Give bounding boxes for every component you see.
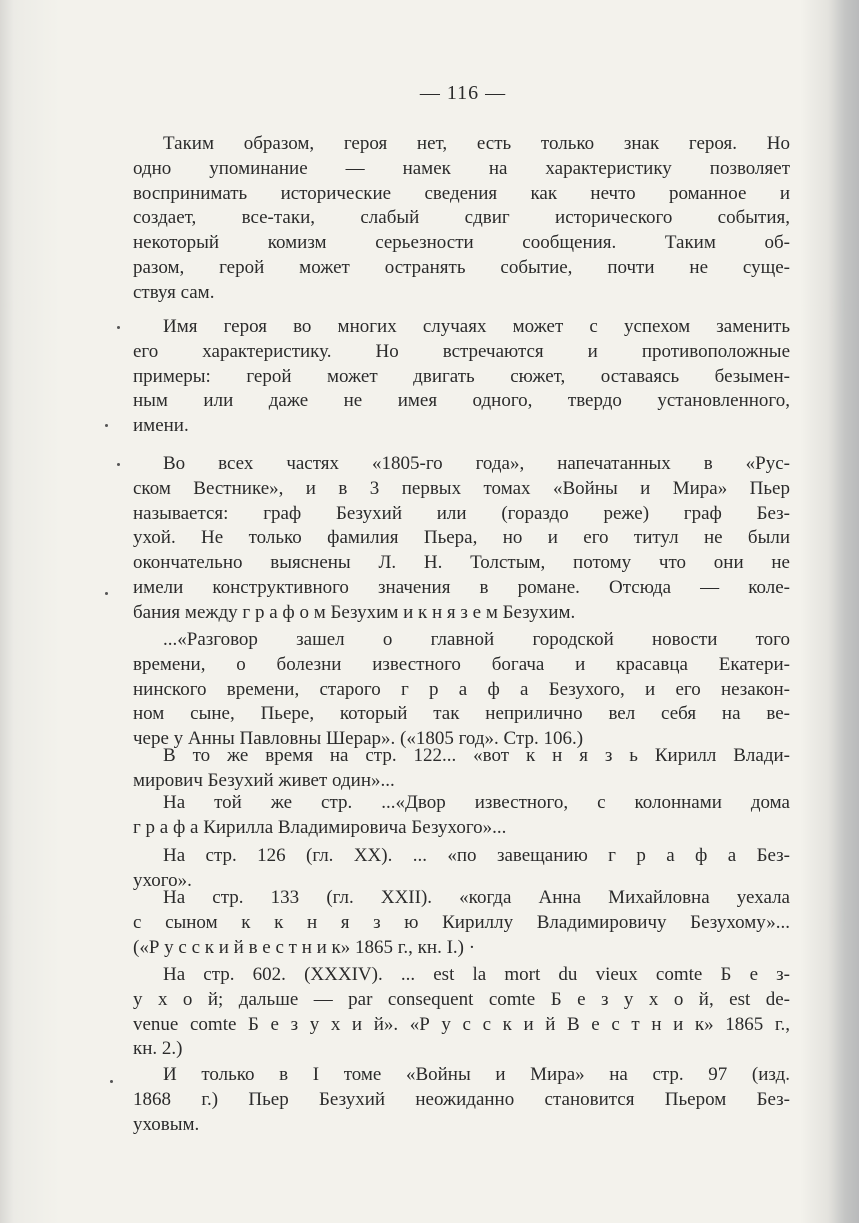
paragraph xyxy=(133,963,790,1062)
text-line: времени, о болезни известного богача и красавца Екатери- xyxy=(133,653,790,675)
text-line: ухого». xyxy=(133,869,192,891)
text-line: На стр. 133 (гл. XXII). «когда Анна Михайловна уехала xyxy=(163,887,790,908)
text-line: ным или даже не имея одного, твердо установленного, xyxy=(133,390,790,412)
text-line: создает, все-таки, слабый сдвиг исторического события, xyxy=(133,207,790,229)
text-line: окончательно выяснены Л. Н. Толстым, потому что они не xyxy=(133,552,790,574)
paragraph xyxy=(133,791,790,841)
margin-mark xyxy=(117,463,120,466)
text-line: venue comte Б е з у х и й». «Р у с с к и й В е с т н и к» 1865 г., xyxy=(133,1013,790,1035)
text-line: ствуя сам. xyxy=(133,281,215,303)
text-line: бания между г р а ф о м Безухим и к н я з е м Безухим. xyxy=(133,601,576,623)
text-line: примеры: герой может двигать сюжет, оставаясь безымен- xyxy=(133,365,790,387)
paragraph xyxy=(133,132,790,306)
text-line: г р а ф а Кирилла Владимировича Безухого»... xyxy=(133,816,507,838)
text-line: воспринимать исторические сведения как нечто романное и xyxy=(133,182,790,204)
text-line: На стр. 126 (гл. XX). ... «по завещанию г р а ф а Без- xyxy=(163,845,790,866)
margin-mark xyxy=(117,326,120,329)
text-line: чере у Анны Павловны Шерар». («1805 год». Стр. 106.) xyxy=(133,728,584,750)
text-line: («Р у с с к и й в е с т н и к» 1865 г., кн. I.) · xyxy=(133,936,476,958)
paragraph xyxy=(133,886,790,960)
text-line: ...«Разговор зашел о главной городской новости того xyxy=(163,629,790,650)
text-line: уховым. xyxy=(133,1113,200,1135)
paragraph xyxy=(133,1063,790,1137)
paragraph xyxy=(133,452,790,626)
page-number: — 116 — xyxy=(419,82,507,104)
paragraph xyxy=(133,315,790,439)
paragraph xyxy=(133,628,790,752)
margin-mark xyxy=(105,424,108,427)
paragraph xyxy=(133,744,790,794)
text-line: кн. 2.) xyxy=(133,1038,183,1060)
text-line: нинского времени, старого г р а ф а Безухого, и его незакон- xyxy=(133,678,790,700)
text-line: 1868 г.) Пьер Безухий неожиданно становится Пьером Без- xyxy=(133,1088,790,1110)
text-line: его характеристику. Но встречаются и противоположные xyxy=(133,340,790,362)
margin-mark xyxy=(110,1080,113,1083)
text-line: ском Вестнике», и в 3 первых томах «Войны и Мира» Пьер xyxy=(133,477,790,499)
text-line: Имя героя во многих случаях может с успехом заменить xyxy=(163,316,790,337)
text-line: имени. xyxy=(133,415,189,437)
text-line: И только в I томе «Войны и Мира» на стр. 97 (изд. xyxy=(163,1064,790,1085)
text-line: у х о й; дальше — par consequent comte Б е з у х о й, est de- xyxy=(133,988,790,1010)
text-line: ухой. Не только фамилия Пьера, но и его титул не были xyxy=(133,527,790,549)
text-line: разом, герой может остранять событие, почти не суще- xyxy=(133,256,790,278)
text-line: Во всех частях «1805-го года», напечатанных в «Рус- xyxy=(163,453,790,474)
text-line: На той же стр. ...«Двор известного, с колоннами дома xyxy=(163,792,790,813)
text-line: В то же время на стр. 122... «вот к н я з ь Кирилл Влади- xyxy=(163,745,790,766)
margin-mark xyxy=(105,592,108,595)
text-line: называется: граф Безухий или (гораздо реже) граф Без- xyxy=(133,502,790,524)
text-line: одно упоминание — намек на характеристику позволяет xyxy=(133,157,790,179)
text-line: Таким образом, героя нет, есть только знак героя. Но xyxy=(163,133,790,154)
text-line: некоторый комизм серьезности сообщения. Таким об- xyxy=(133,232,790,254)
text-line: ном сыне, Пьере, который так неприлично вел себя на ве- xyxy=(133,703,790,725)
text-line: На стр. 602. (XXXIV). ... est la mort du vieux comte Б е з- xyxy=(163,964,790,985)
text-line: имели конструктивного значения в романе. Отсюда — коле- xyxy=(133,576,790,598)
text-line: с сыном к к н я з ю Кириллу Владимировичу Безухому»... xyxy=(133,911,790,933)
text-line: мирович Безухий живет один»... xyxy=(133,769,395,791)
